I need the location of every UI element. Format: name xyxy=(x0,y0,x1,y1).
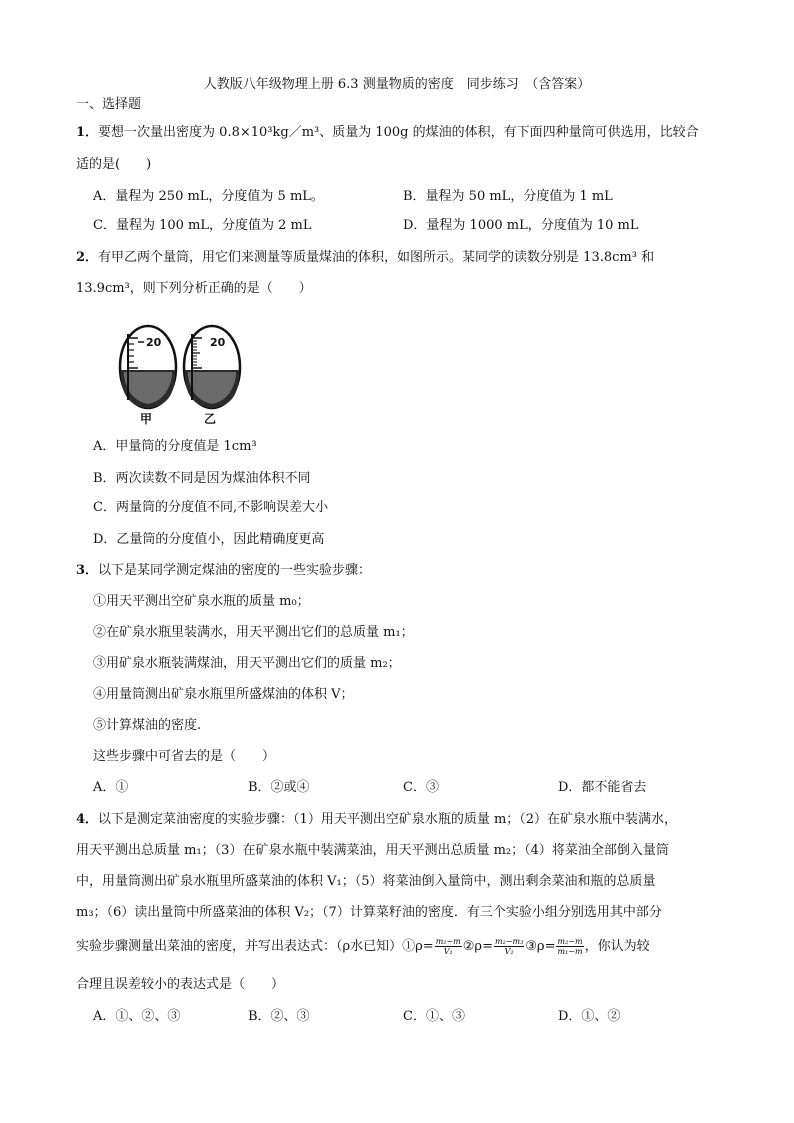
question-3-number: 3． xyxy=(76,563,99,578)
question-3-option-a: A．① xyxy=(93,780,129,795)
cylinder-yi-mark: 20 xyxy=(210,336,226,349)
question-2-text-line1 xyxy=(76,249,654,267)
question-1-number: 1． xyxy=(76,125,99,140)
question-4-stem: 以下是测定菜油密度的实验步骤：（1）用天平测出空矿泉水瓶的质量 m；（2）在矿泉水瓶中装满水， xyxy=(98,812,678,827)
question-3-stem: 以下是某同学测定煤油的密度的一些实验步骤： xyxy=(98,563,372,578)
cylinder-jia-label: 甲 xyxy=(140,412,153,426)
formula-1-fraction xyxy=(435,937,462,956)
formula-2-label: ②ρ= xyxy=(462,939,493,954)
question-3-step-1: ①用天平测出空矿泉水瓶的质量 m₀； xyxy=(93,594,310,609)
cylinders-figure xyxy=(116,322,246,426)
formula-1-denominator: V₁ xyxy=(443,947,453,956)
question-2-option-a: A．甲量筒的分度值是 1cm³ xyxy=(93,439,257,454)
question-3-step-5: ⑤计算煤油的密度. xyxy=(93,718,202,733)
question-2-option-b: B．两次读数不同是因为煤油体积不同 xyxy=(93,471,311,486)
formula-1-numerator: m₂−m xyxy=(435,937,461,946)
question-4-option-b: B．②、③ xyxy=(248,1009,310,1024)
formula-3-label: ③ρ= xyxy=(525,939,556,954)
question-4-formula-intro: 实验步骤测量出菜油的密度，并写出表达式：（ρ水已知）①ρ= xyxy=(76,939,434,954)
question-4-number: 4． xyxy=(76,812,99,827)
question-3-option-d: D．都不能省去 xyxy=(558,780,647,795)
question-3-option-c: C．③ xyxy=(403,780,439,795)
question-4-text-line2: 用天平测出总质量 m₁；（3）在矿泉水瓶中装满菜油，用天平测出总质量 m₂；（4）将菜油全部倒入量筒 xyxy=(76,843,669,858)
question-3-ask: 这些步骤中可省去的是（ ） xyxy=(93,749,276,764)
formula-2-numerator: m₂−m₃ xyxy=(494,937,524,946)
question-1-option-c: C．量程为 100 mL，分度值为 2 mL xyxy=(93,218,312,233)
question-4-formula-outro: ，你认为较 xyxy=(584,939,650,954)
question-4-text-line6: 合理且误差较小的表达式是（ ） xyxy=(76,977,285,992)
formula-2-denominator: V₂ xyxy=(504,947,514,956)
question-4-text-line4: m₃；（6）读出量筒中所盛菜油的体积 V₂；（7）计算菜籽油的密度．有三个实验小组分别选用其中部分 xyxy=(76,905,662,920)
question-1-option-d: D．量程为 1000 mL，分度值为 10 mL xyxy=(403,218,639,233)
question-1-option-b: B．量程为 50 mL，分度值为 1 mL xyxy=(403,189,613,204)
section-heading: 一、选择题 xyxy=(76,97,142,112)
question-3-step-3: ③用矿泉水瓶装满煤油，用天平测出它们的质量 m₂； xyxy=(93,656,401,671)
formula-3-fraction xyxy=(556,937,583,956)
question-2-stem: 有甲乙两个量筒，用它们来测量等质量煤油的体积，如图所示。某同学的读数分别是 13.8cm³ 和 xyxy=(98,250,655,265)
document-title: 人教版八年级物理上册 6.3 测量物质的密度 同步练习 （含答案） xyxy=(203,77,591,92)
question-4-option-a: A．①、②、③ xyxy=(93,1009,181,1024)
question-3-step-4: ④用量筒测出矿泉水瓶里所盛煤油的体积 V； xyxy=(93,687,354,702)
question-1-option-a: A．量程为 250 mL，分度值为 5 mL。 xyxy=(93,189,324,204)
question-4-text-line5 xyxy=(76,937,650,956)
formula-3-denominator: m₁−m xyxy=(557,947,583,956)
question-2-option-d: D．乙量筒的分度值小，因此精确度更高 xyxy=(93,532,325,547)
question-2-option-c: C．两量筒的分度值不同,不影响误差大小 xyxy=(93,500,329,515)
question-1-text-line2: 适的是( ) xyxy=(76,157,152,172)
question-4-text-line3: 中，用量筒测出矿泉水瓶里所盛菜油的体积 V₁；（5）将菜油倒入量筒中，测出剩余菜油和瓶的总质量 xyxy=(76,874,656,889)
formula-3-numerator: m₂−m xyxy=(557,937,583,946)
question-4-option-d: D．①、② xyxy=(558,1009,621,1024)
question-3-step-2: ②在矿泉水瓶里装满水，用天平测出它们的总质量 m₁； xyxy=(93,625,414,640)
cylinder-jia-mark: 20 xyxy=(146,336,162,349)
cylinder-yi-label: 乙 xyxy=(204,412,217,426)
question-4-text-line1 xyxy=(76,811,677,829)
question-3-text-line1 xyxy=(76,562,371,580)
question-2-number: 2． xyxy=(76,250,99,265)
question-1-stem: 要想一次量出密度为 0.8×10³kg／m³、质量为 100g 的煤油的体积，有下面四种量筒可供选用，比较合 xyxy=(98,125,699,140)
question-1-text-line1 xyxy=(76,124,699,142)
question-3-option-b: B．②或④ xyxy=(248,780,310,795)
question-2-text-line2: 13.9cm³，则下列分析正确的是（ ） xyxy=(76,281,312,296)
question-4-option-c: C．①、③ xyxy=(403,1009,465,1024)
formula-2-fraction xyxy=(494,937,524,956)
